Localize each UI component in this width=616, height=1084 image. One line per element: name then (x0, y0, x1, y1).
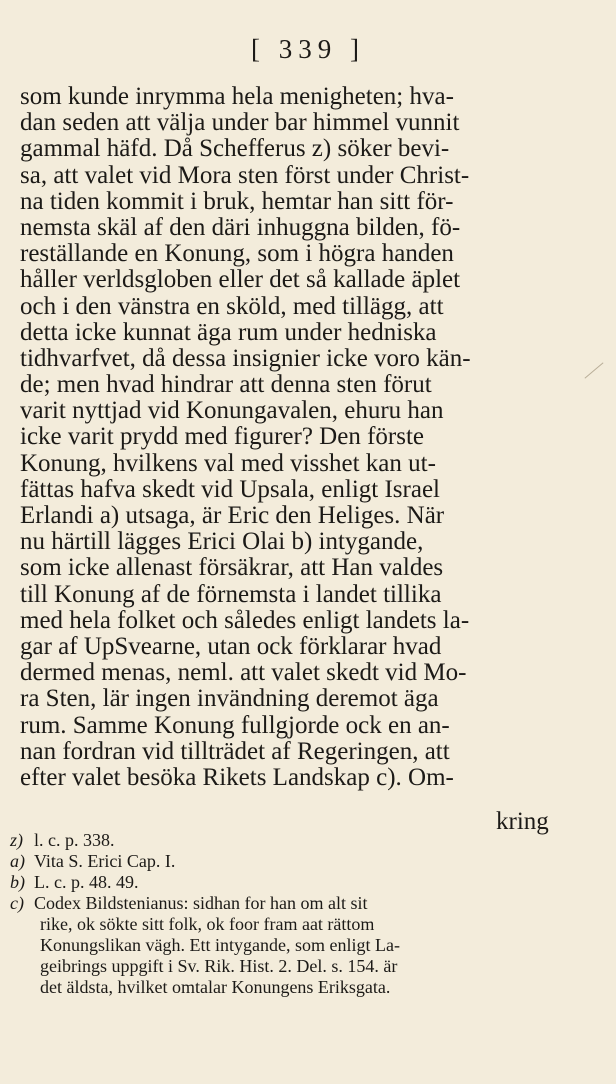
body-text (20, 84, 560, 791)
text-line: Konung, hvilkens val med visshet kan ut- (20, 449, 436, 477)
text-line: som kunde inrymma hela menigheten; hva- (20, 83, 454, 110)
text-line: rum. Samme Konung fullgjorde ock en an- (20, 711, 450, 739)
footnote (10, 851, 574, 872)
paper-mark (584, 362, 603, 378)
footnote-marker: a) (10, 851, 25, 871)
text-line: som icke allenast försäkrar, att Han valdes (20, 554, 444, 582)
footnotes (10, 830, 574, 998)
footnote-text: det äldsta, hvilket omtalar Konungens Eriksgata. (40, 977, 391, 997)
text-line: tidhvarfvet, då dessa insignier icke voro kän- (20, 344, 471, 372)
text-line: med hela folket och således enligt landets la- (20, 606, 470, 634)
text-line: detta icke kunnat äga rum under hedniska (20, 318, 437, 346)
footnote-text: geibrings uppgift i Sv. Rik. Hist. 2. Del. s. 154. är (40, 956, 398, 976)
footnote-continuation (34, 977, 574, 998)
text-line: håller verldsgloben eller det så kallade äplet (20, 266, 461, 294)
footnote-text: L. c. p. 48. 49. (34, 872, 139, 892)
text-line: nu härtill lägges Erici Olai b) intygande, (20, 528, 424, 556)
footnote-continuation (34, 935, 574, 956)
text-line: gammal häfd. Då Schefferus z) söker bevi- (20, 135, 450, 163)
text-line: fättas hafva skedt vid Upsala, enligt Israel (20, 475, 440, 503)
footnote-marker: z) (10, 830, 23, 850)
text-line: gar af UpSvearne, utan ock förklarar hvad (20, 632, 442, 660)
text-line: nan fordran vid tillträdet af Regeringen, att (20, 737, 450, 765)
text-line: till Konung af de förnemsta i landet tillika (20, 580, 442, 608)
footnote-marker: c) (10, 893, 24, 913)
text-line: varit nyttjad vid Konungavalen, ehuru han (20, 397, 444, 425)
footnote-text: Vita S. Erici Cap. I. (34, 851, 176, 871)
footnote (10, 830, 574, 851)
text-line: na tiden kommit i bruk, hemtar han sitt för- (20, 187, 454, 215)
footnote-text: rike, ok sökte sitt folk, ok foor fram aat rättom (40, 914, 375, 934)
footnote-marker: b) (10, 872, 25, 892)
text-line: och i den vänstra en sköld, med tillägg, att (20, 292, 444, 320)
text-line: efter valet besöka Rikets Landskap c). Om- (20, 763, 454, 791)
text-line: dan seden att välja under bar himmel vunnit (20, 109, 460, 137)
footnote-continuation (34, 956, 574, 977)
text-line: nemsta skäl af den däri inhuggna bilden, fö- (20, 213, 461, 241)
catchword: kring (496, 808, 549, 835)
text-line: ra Sten, lär ingen invändning deremot äga (20, 685, 439, 713)
footnote (10, 872, 574, 893)
page-number: [ 339 ] (251, 34, 365, 64)
text-line: icke varit prydd med figurer? Den förste (20, 423, 425, 451)
footnote-continuation (34, 914, 574, 935)
footnote-text: l. c. p. 338. (34, 830, 115, 850)
text-line: sa, att valet vid Mora sten först under Christ- (20, 161, 470, 189)
text-line: reställande en Konung, som i högra handen (20, 240, 454, 268)
footnote-text: Codex Bildstenianus: sidhan for han om alt sit (34, 893, 368, 913)
text-line: Erlandi a) utsaga, är Eric den Heliges. När (20, 502, 445, 529)
text-line: de; men hvad hindrar att denna sten förut (20, 371, 432, 399)
footnote-text: Konungslikan vägh. Ett intygande, som enligt La- (40, 935, 400, 955)
footnote (10, 893, 574, 914)
text-line: dermed menas, neml. att valet skedt vid Mo- (20, 659, 467, 687)
